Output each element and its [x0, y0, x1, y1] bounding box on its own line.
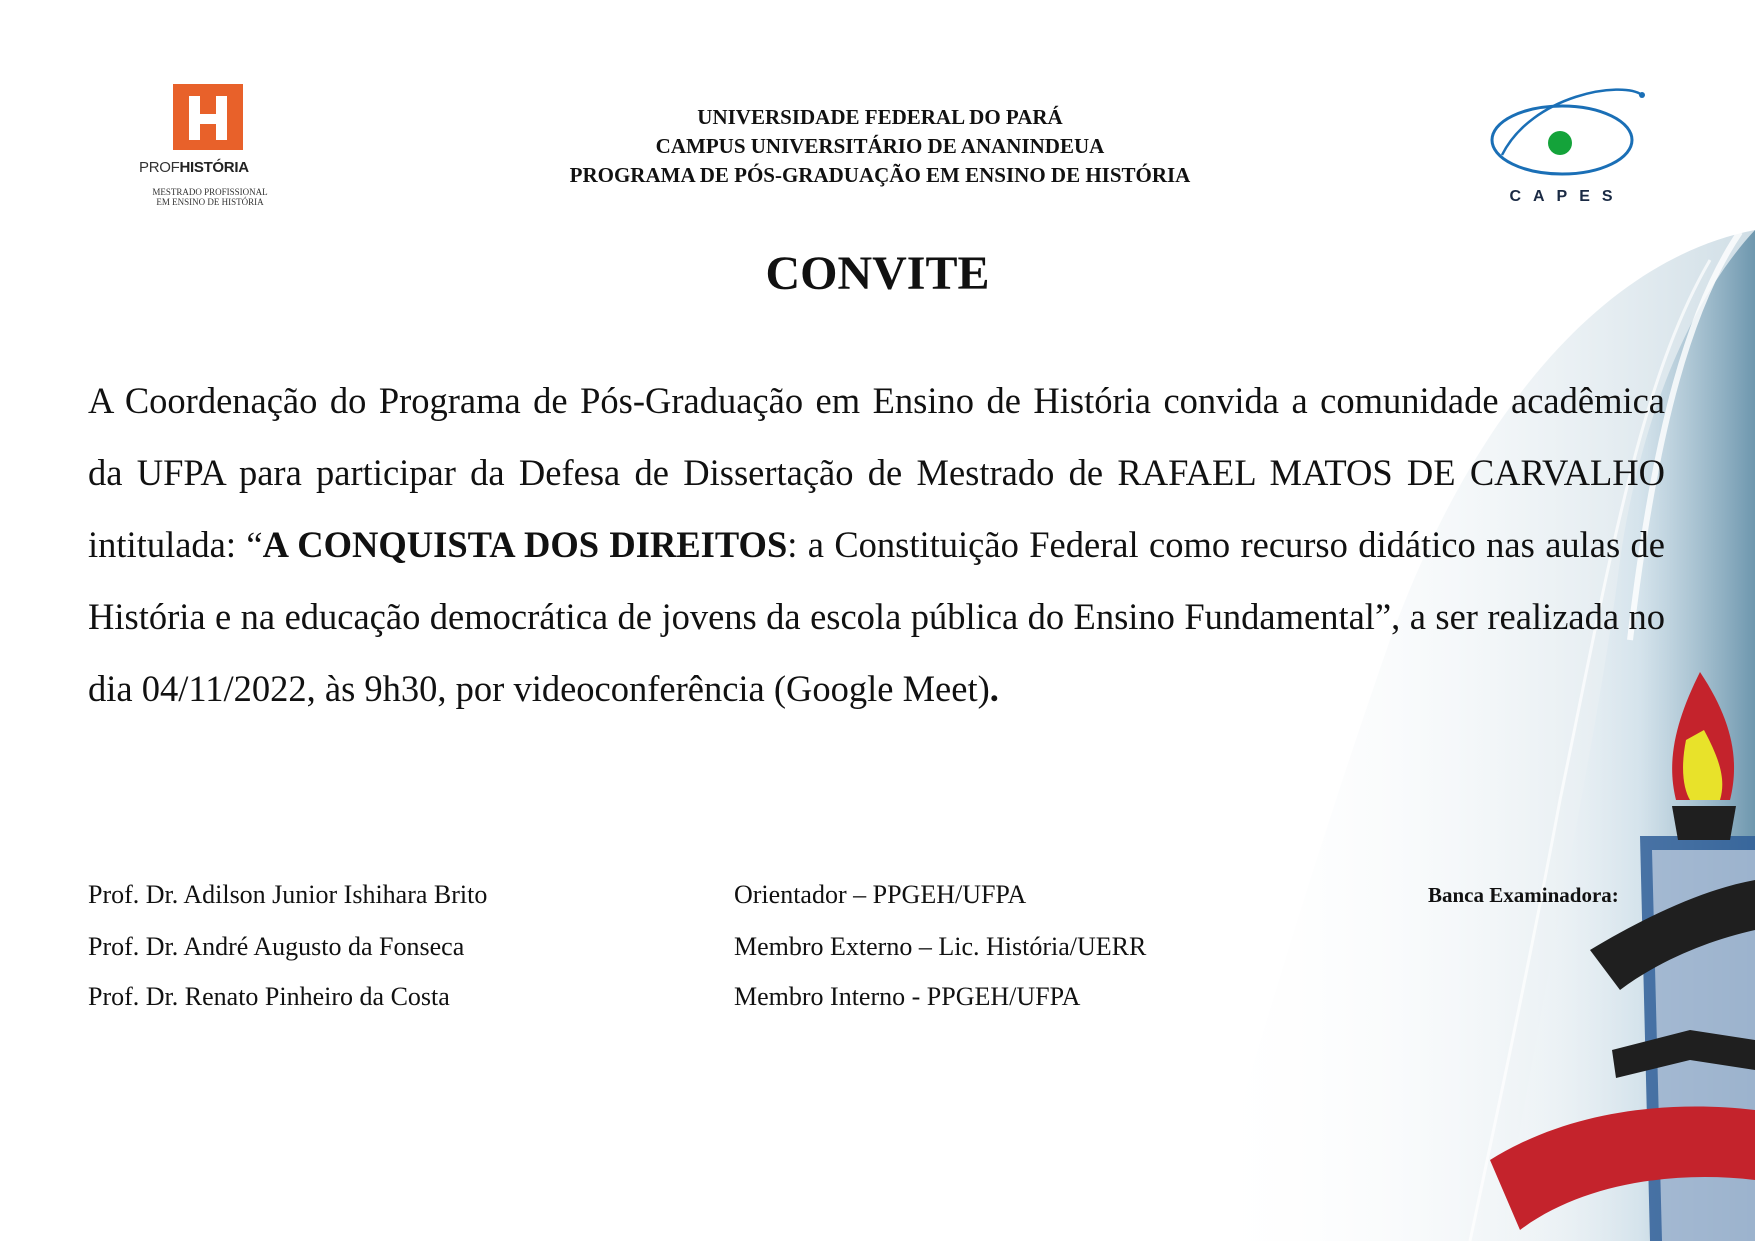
institution-header — [430, 103, 1330, 190]
capes-wordmark: CAPES — [1509, 188, 1625, 205]
invitation-end: . — [989, 668, 999, 709]
capes-logo — [1472, 85, 1652, 210]
subtitle-line-1: MESTRADO PROFISSIONAL — [152, 187, 268, 197]
header-line-2: CAMPUS UNIVERSITÁRIO DE ANANINDEUA — [655, 134, 1105, 158]
prof-historia-logo — [135, 82, 285, 212]
member-name: Prof. Dr. Renato Pinheiro da Costa — [88, 982, 450, 1011]
capes-orbit-icon — [1472, 85, 1652, 185]
prof-historia-h-mark — [173, 84, 243, 150]
invitation-text-part1: A Coordenação do Programa de Pós-Graduação em Ensino de História convida a comunidade acadêmica da UFPA para participar da Defesa de Dissertação de Mestrado de RAFAEL MATOS DE CARVALHO intitulada: “ — [88, 380, 1665, 565]
member-name: Prof. Dr. André Augusto da Fonseca — [88, 932, 465, 961]
page-title: CONVITE — [765, 247, 990, 300]
member-role: Orientador – PPGEH/UFPA — [734, 880, 1027, 909]
subtitle-line-2: EM ENSINO DE HISTÓRIA — [156, 197, 264, 207]
thesis-title: A CONQUISTA DOS DIREITOS — [262, 524, 788, 565]
invitation-paragraph — [88, 365, 1665, 725]
brand-main: HISTÓRIA — [179, 159, 249, 176]
prof-historia-subtitle — [135, 187, 285, 207]
invitation-text-part2: : a Constituição Federal como recurso didático nas aulas de História e na educação democrática de jovens da escola pública do Ensino Fundamental”, a ser realizada no dia 04/11/2022, às 9h30, por videoconferência (Google Meet) — [88, 524, 1665, 709]
member-name: Prof. Dr. Adilson Junior Ishihara Brito — [88, 880, 488, 909]
member-role: Membro Externo – Lic. História/UERR — [734, 932, 1147, 961]
brand-prefix: PROF — [139, 159, 180, 176]
prof-historia-brand — [139, 159, 285, 176]
header-line-1: UNIVERSIDADE FEDERAL DO PARÁ — [697, 105, 1063, 129]
member-role: Membro Interno - PPGEH/UFPA — [734, 982, 1081, 1011]
h-letter-icon — [173, 84, 243, 150]
banca-label: Banca Examinadora: — [1428, 883, 1619, 907]
header-line-3: PROGRAMA DE PÓS-GRADUAÇÃO EM ENSINO DE HISTÓRIA — [569, 163, 1191, 187]
